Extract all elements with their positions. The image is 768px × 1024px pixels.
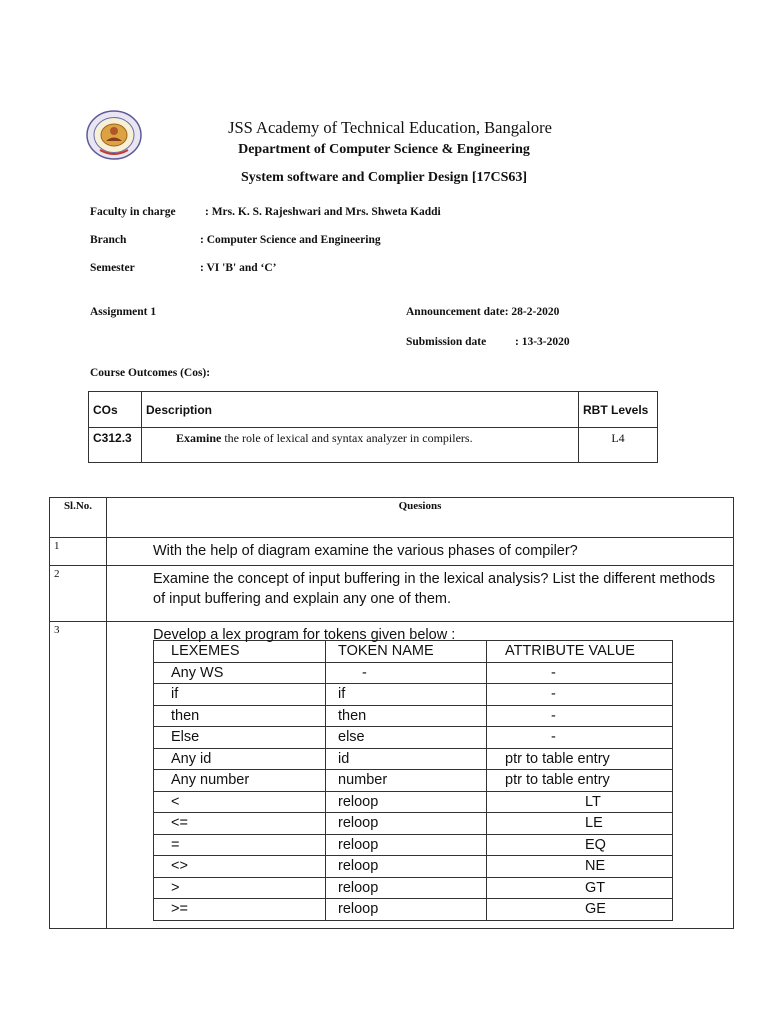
co-code: C312.3	[89, 428, 142, 463]
lex-cell: reloop	[326, 899, 487, 921]
question-row	[50, 622, 734, 929]
co-header-rbt: RBT Levels	[579, 392, 658, 428]
lex-header-token-name: TOKEN NAME	[326, 641, 487, 663]
course-outcomes-label: Course Outcomes (Cos):	[90, 367, 211, 379]
lex-row	[154, 770, 673, 792]
lex-header-attribute: ATTRIBUTE VALUE	[487, 641, 673, 663]
lex-row	[154, 662, 673, 684]
department-name: Department of Computer Science & Engineering	[238, 142, 530, 157]
lex-cell: Any id	[154, 748, 326, 770]
lex-cell: GE	[487, 899, 673, 921]
lex-cell: Any WS	[154, 662, 326, 684]
submission-label: Submission date	[406, 336, 487, 348]
lex-header-lexemes: LEXEMES	[154, 641, 326, 663]
lex-cell: LT	[487, 791, 673, 813]
lex-cell: <>	[154, 856, 326, 878]
question-text: Develop a lex program for tokens given below :	[153, 627, 456, 643]
lex-cell: reloop	[326, 791, 487, 813]
co-table-row	[89, 428, 658, 463]
lex-row	[154, 877, 673, 899]
lex-cell: if	[154, 684, 326, 706]
submission-value: : 13-3-2020	[515, 336, 570, 348]
co-description	[142, 428, 579, 463]
lex-cell: >	[154, 877, 326, 899]
faculty-label: Faculty in charge	[90, 206, 176, 218]
lex-cell: reloop	[326, 834, 487, 856]
co-level: L4	[579, 428, 658, 463]
lex-row	[154, 856, 673, 878]
lex-cell: if	[326, 684, 487, 706]
lex-cell: -	[487, 684, 673, 706]
semester-value: : VI 'B' and ‘C’	[200, 262, 277, 274]
header-questions: Quesions	[107, 498, 734, 538]
lex-cell: <=	[154, 813, 326, 835]
question-text: Examine the concept of input buffering in the lexical analysis? List the different methods of input buffering and explain any one of them.	[107, 566, 734, 622]
lex-cell: then	[154, 705, 326, 727]
question-cell	[107, 622, 734, 929]
co-header-cos: COs	[89, 392, 142, 428]
lex-row	[154, 791, 673, 813]
lex-cell: GT	[487, 877, 673, 899]
lex-cell: reloop	[326, 856, 487, 878]
lex-cell: reloop	[326, 813, 487, 835]
question-number: 1	[50, 538, 107, 566]
course-title: System software and Complier Design [17CS63]	[240, 170, 528, 185]
lex-cell: Else	[154, 727, 326, 749]
college-name: JSS Academy of Technical Education, Bangalore	[228, 118, 552, 137]
announcement-date: Announcement date: 28-2-2020	[406, 306, 560, 318]
lex-header-row	[154, 641, 673, 663]
assignment-label: Assignment 1	[90, 306, 157, 318]
lex-cell: -	[487, 705, 673, 727]
co-description-text: the role of lexical and syntax analyzer in compilers.	[221, 431, 473, 445]
lex-cell: -	[487, 727, 673, 749]
lex-cell: id	[326, 748, 487, 770]
lex-row	[154, 813, 673, 835]
lex-cell: reloop	[326, 877, 487, 899]
header-slno: Sl.No.	[50, 498, 107, 538]
lex-row	[154, 748, 673, 770]
lex-cell: ptr to table entry	[487, 770, 673, 792]
lex-cell: then	[326, 705, 487, 727]
lex-token-table	[153, 640, 673, 921]
questions-header-row	[50, 498, 734, 538]
lex-cell: number	[326, 770, 487, 792]
question-row	[50, 566, 734, 622]
lex-cell: >=	[154, 899, 326, 921]
semester-label: Semester	[90, 262, 135, 274]
branch-label: Branch	[90, 234, 127, 246]
lex-cell: LE	[487, 813, 673, 835]
branch-value: : Computer Science and Engineering	[200, 234, 381, 246]
lex-cell: -	[487, 662, 673, 684]
lex-cell: -	[326, 662, 487, 684]
lex-cell: EQ	[487, 834, 673, 856]
lex-row	[154, 834, 673, 856]
lex-cell: Any number	[154, 770, 326, 792]
lex-cell: <	[154, 791, 326, 813]
lex-row	[154, 727, 673, 749]
co-header-description: Description	[142, 392, 579, 428]
faculty-value: : Mrs. K. S. Rajeshwari and Mrs. Shweta Kaddi	[205, 206, 441, 218]
question-number: 2	[50, 566, 107, 622]
question-row	[50, 538, 734, 566]
question-number: 3	[50, 622, 107, 929]
co-verb: Examine	[176, 431, 222, 445]
questions-table	[49, 497, 734, 929]
lex-cell: else	[326, 727, 487, 749]
lex-cell: =	[154, 834, 326, 856]
lex-row	[154, 705, 673, 727]
co-table-header	[89, 392, 658, 428]
lex-row	[154, 684, 673, 706]
lex-cell: NE	[487, 856, 673, 878]
course-outcomes-table	[88, 391, 658, 463]
question-text: With the help of diagram examine the various phases of compiler?	[107, 538, 734, 566]
lex-cell: ptr to table entry	[487, 748, 673, 770]
lex-row	[154, 899, 673, 921]
